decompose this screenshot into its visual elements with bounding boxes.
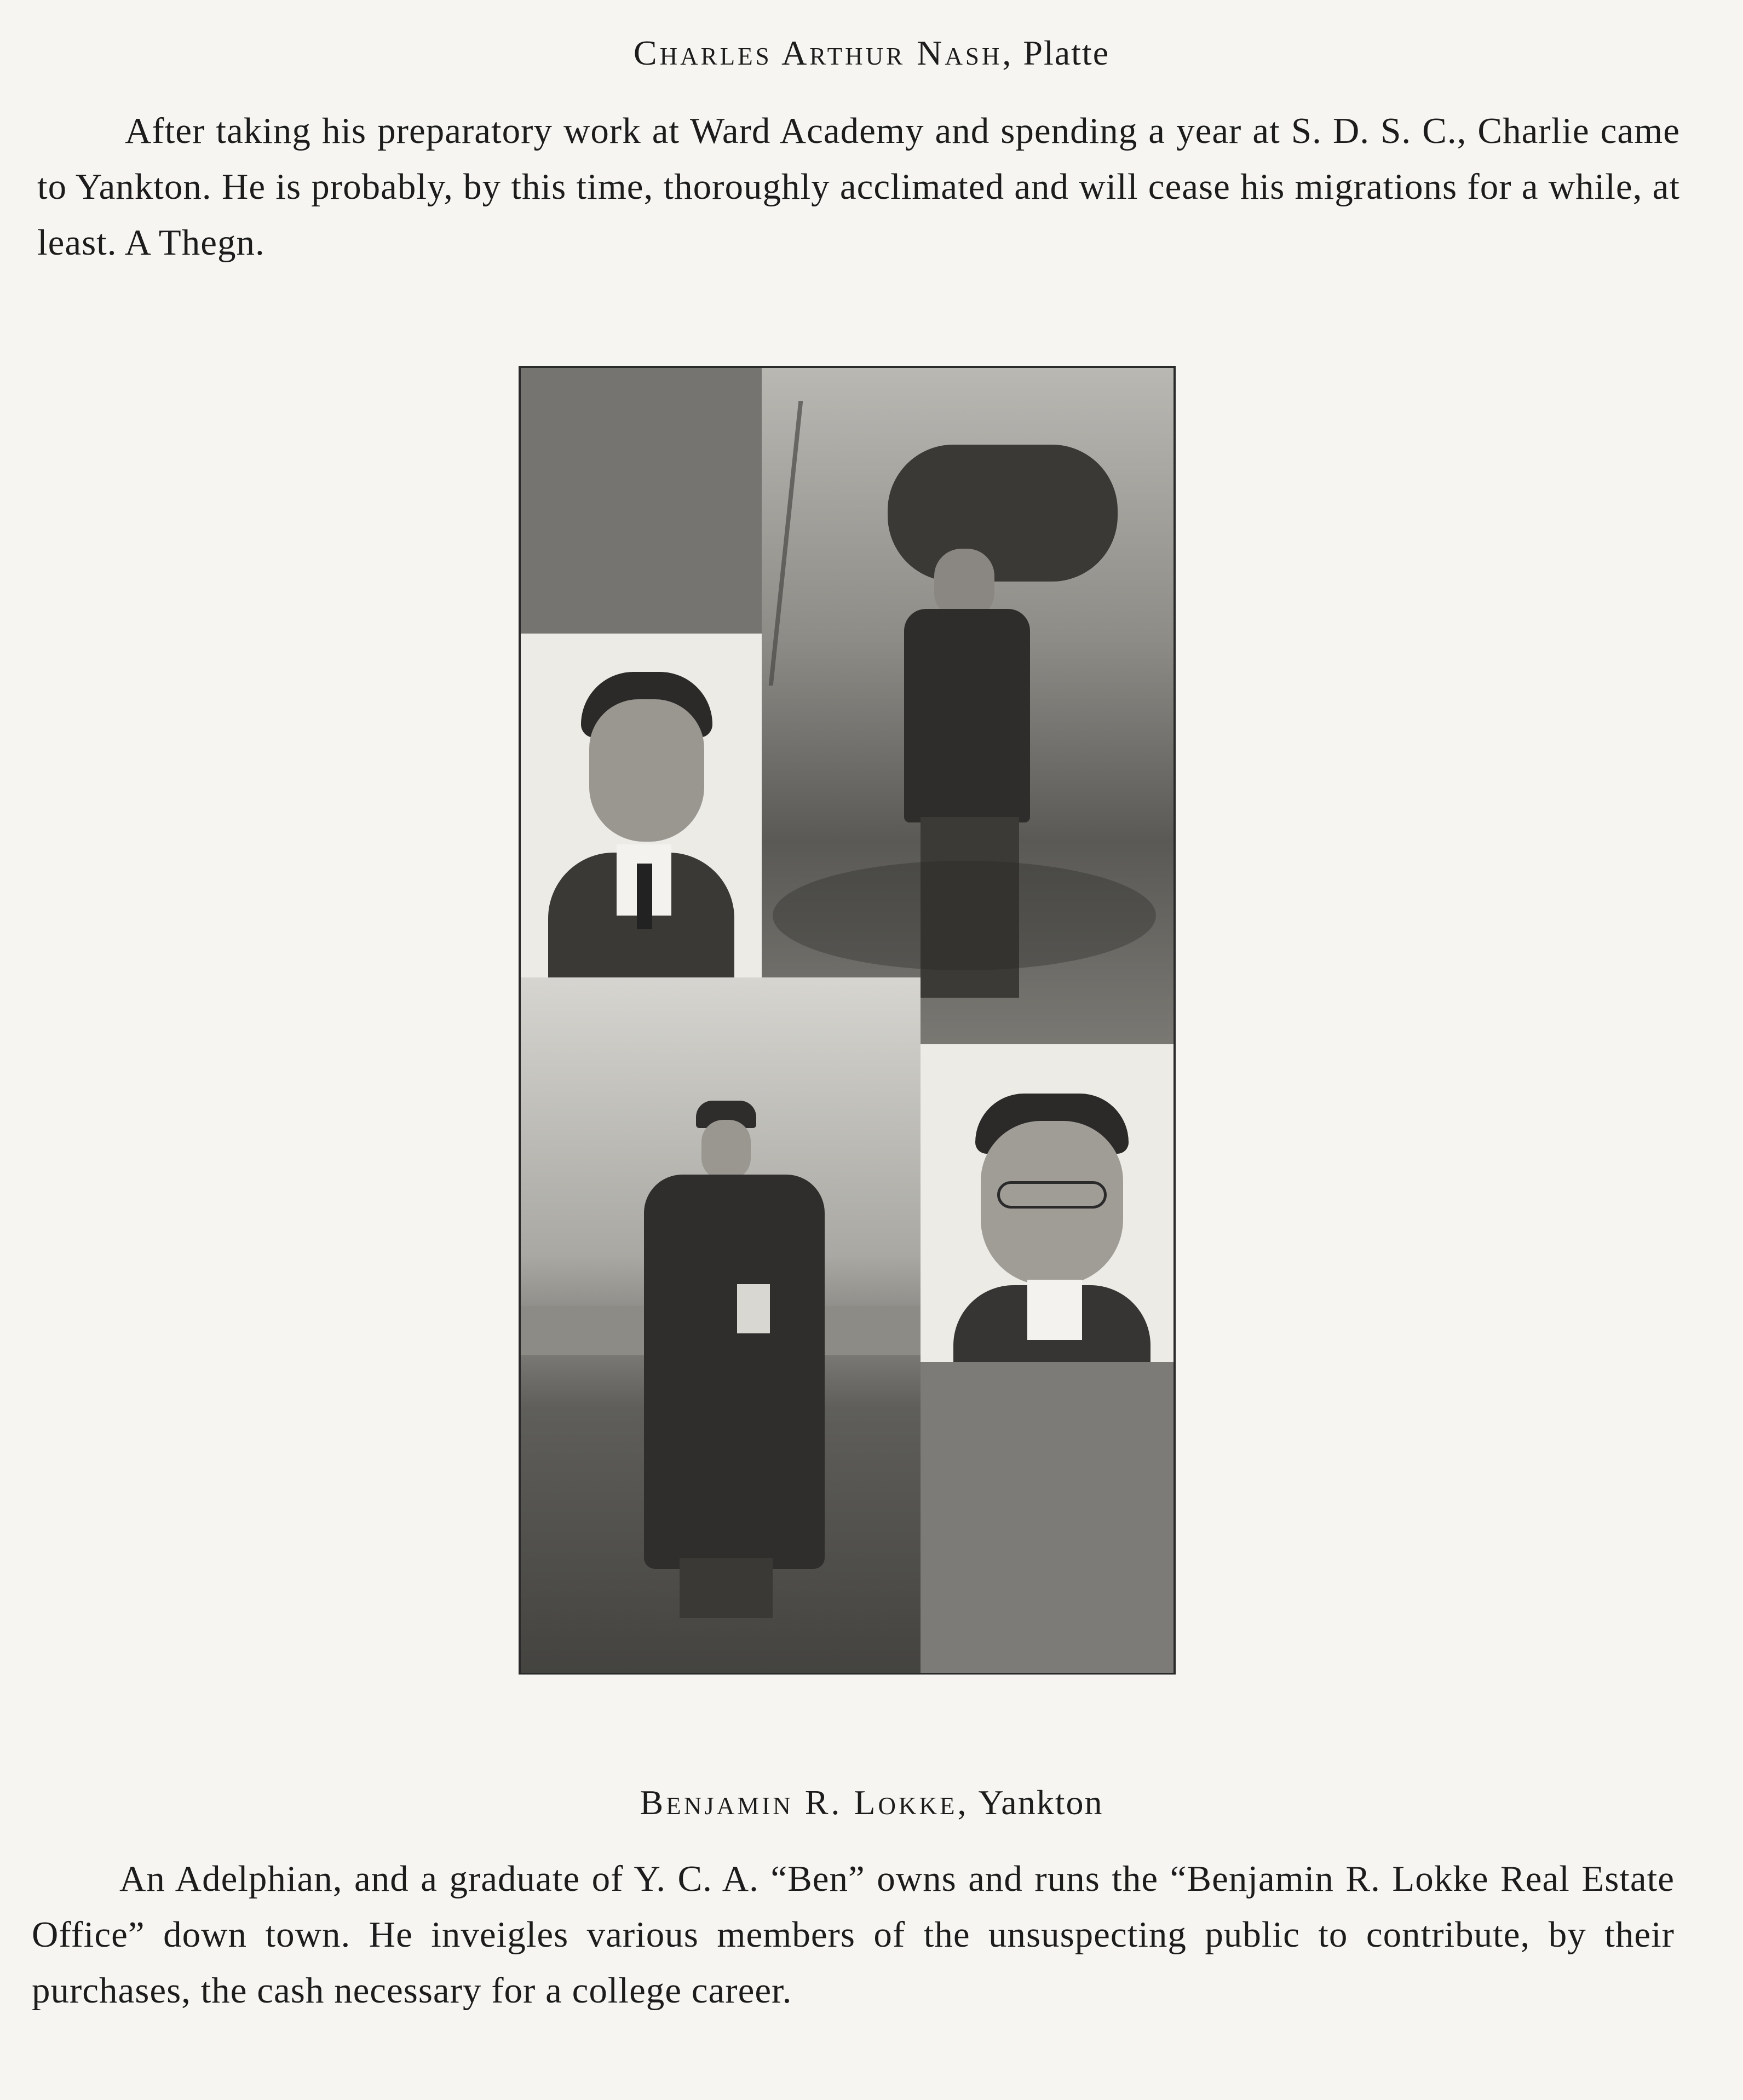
hometown: Platte bbox=[1023, 33, 1110, 72]
man-overcoat bbox=[644, 1175, 825, 1569]
name-separator: , bbox=[1002, 33, 1023, 72]
barrel-shape bbox=[888, 445, 1118, 582]
entry-bio-lokke: An Adelphian, and a graduate of Y. C. A. “Ben” owns and runs the “Benjamin R. Lokke Real Estate Office” down town. He inveigles various members of the unsuspecting public to contribute, by their purchases, the cash necessary for a college career. bbox=[32, 1859, 1675, 2011]
collage-filler-bottom-right bbox=[921, 1362, 1173, 1673]
spectacles-icon bbox=[997, 1181, 1107, 1209]
man-legs-2 bbox=[680, 1558, 773, 1618]
portrait-benjamin-lokke bbox=[921, 1044, 1173, 1362]
entry-heading-nash bbox=[0, 33, 1743, 73]
book-held bbox=[737, 1284, 770, 1333]
man-face bbox=[701, 1120, 751, 1180]
man-body bbox=[904, 609, 1030, 822]
collage-filler-top-left bbox=[521, 368, 762, 634]
photo-collage bbox=[519, 366, 1176, 1675]
name-separator: , bbox=[957, 1783, 979, 1822]
person-name: Benjamin R. Lokke bbox=[640, 1783, 958, 1822]
person-name: Charles Arthur Nash bbox=[633, 33, 1003, 72]
entry-bio-nash: After taking his preparatory work at Ward Academy and spending a year at S. D. S. C., Charlie came to Yankton. He is probably, by this time, thoroughly acclimated and will cease his migrations for a while, at least. A Thegn. bbox=[37, 111, 1680, 263]
photo-man-in-coat bbox=[521, 977, 921, 1673]
portrait-collar-2 bbox=[1027, 1280, 1082, 1340]
portrait-face bbox=[589, 699, 704, 842]
entry-heading-lokke bbox=[0, 1782, 1743, 1823]
hometown: Yankton bbox=[978, 1783, 1103, 1822]
photo-man-carrying-barrel bbox=[762, 368, 1173, 1044]
portrait-charles-nash bbox=[521, 634, 762, 977]
ground-shadow bbox=[773, 861, 1156, 970]
portrait-tie bbox=[637, 864, 652, 929]
